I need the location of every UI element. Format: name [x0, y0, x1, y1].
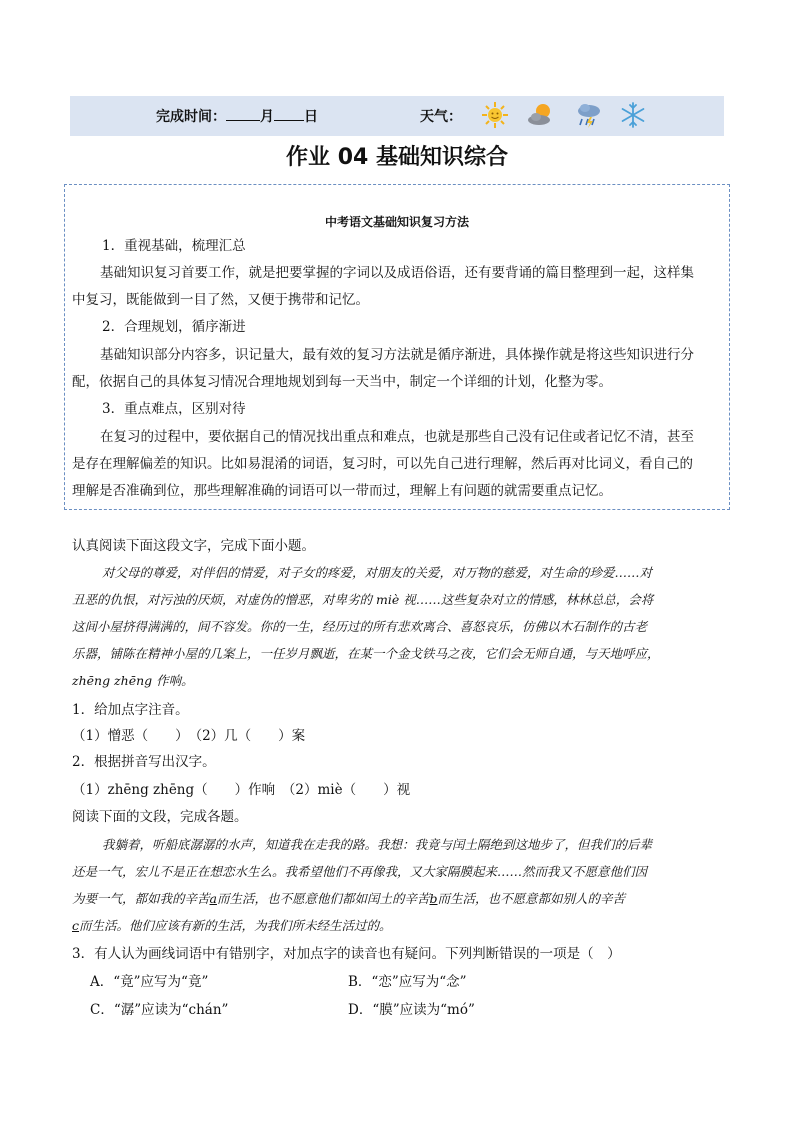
time-label: 完成时间： 月 日	[156, 106, 318, 126]
question-1-options: （1）憎恶（ ） （2）几（ ）案	[72, 728, 306, 744]
snow-icon	[618, 100, 648, 130]
mark-b: b	[429, 891, 438, 906]
header-banner	[70, 96, 724, 136]
partly-cloudy-icon	[526, 100, 556, 130]
option-c: C．“潺”应读为“chán”	[90, 1002, 229, 1018]
item2-line1: 基础知识部分内容多，识记量大，最有效的复习方法就是循序渐进，具体操作就是将这些知识进行分	[100, 347, 694, 363]
method-box-heading: 中考语文基础知识复习方法	[324, 215, 469, 229]
item1-line1: 基础知识复习首要工作，就是把要掌握的字词以及成语俗语，还有要背诵的篇目整理到一起，这样集	[100, 265, 694, 281]
item3-line3: 理解是否准确到位，那些理解准确的词语可以一带而过，理解上有问题的就需要重点记忆。	[72, 483, 612, 499]
item1-title: 1．重视基础，梳理汇总	[102, 238, 246, 254]
page-title: 作业 04 基础知识综合	[286, 145, 508, 170]
item3-line1: 在复习的过程中，要依据自己的情况找出重点和难点，也就是那些自己没有记住或者记忆不清，甚至	[100, 429, 694, 445]
rain-icon	[574, 100, 604, 130]
question-1: 1．给加点字注音。	[72, 702, 189, 718]
section1-instruction: 认真阅读下面这段文字，完成下面小题。	[72, 538, 315, 554]
passage1-line2: 丑恶的仇恨，对污浊的厌烦，对虚伪的憎恶，对卑劣的 miè 视……这些复杂对立的情感，林林总总，会将	[72, 592, 654, 607]
passage2-line4: c而生活。他们应该有新的生活，为我们所未经生活过的。	[72, 918, 392, 933]
option-d: D．“膜”应读为“mó”	[348, 1002, 475, 1018]
item2-line2: 配，依据自己的具体复习情况合理地规划到每一天当中，制定一个详细的计划，化整为零。	[72, 374, 612, 390]
weather-label: 天气：	[420, 109, 462, 125]
item1-line2: 中复习，既能做到一目了然，又便于携带和记忆。	[72, 292, 369, 308]
item3-line2: 是存在理解偏差的知识。比如易混淆的词语，复习时，可以先自己进行理解，然后再对比词义，看自己的	[72, 456, 693, 472]
passage2-line1: 我躺着，听船底潺潺的水声，知道我在走我的路。我想：我竟与闰土隔绝到这地步了，但我们的后辈	[102, 837, 653, 852]
section2-instruction: 阅读下面的文段，完成各题。	[72, 809, 248, 825]
option-a: A．“竟”应写为“竟”	[90, 974, 209, 990]
question-2: 2．根据拼音写出汉字。	[72, 754, 216, 770]
option-b: B．“恋”应写为“念”	[348, 974, 467, 990]
item2-title: 2．合理规划，循序渐进	[102, 319, 246, 335]
mark-a: a	[209, 891, 217, 906]
mark-c: c	[72, 918, 80, 933]
passage1-line5: zhēng zhēng 作响。	[72, 673, 194, 688]
question-3: 3．有人认为画线词语中有错别字，对加点字的读音也有疑问。下列判断错误的一项是（ ）	[72, 946, 621, 962]
passage2-line3: 为要一气，都如我的辛苦a而生活，也不愿意他们都如闰土的辛苦b而生活，也不愿意都如别人的辛苦	[72, 891, 626, 906]
sun-icon	[480, 100, 510, 130]
item3-title: 3．重点难点，区别对待	[102, 401, 246, 417]
passage2-line2: 还是一气，宏儿不是正在想恋水生么。我希望他们不再像我，又大家隔膜起来……然而我又不愿意他们因	[72, 864, 648, 879]
passage1-line3: 这间小屋挤得满满的，间不容发。你的一生，经历过的所有悲欢离合、喜怒哀乐，仿佛以木石制作的古老	[72, 619, 648, 634]
question-2-options: （1）zhēng zhēng（ ）作响 （2）miè（ ）视	[72, 782, 411, 798]
passage1-line4: 乐器，铺陈在精神小屋的几案上，一任岁月飘逝，在某一个金戈铁马之夜，它们会无师自通，与天地呼应，	[72, 646, 660, 661]
passage1-line1: 对父母的尊爱，对伴侣的情爱，对子女的疼爱，对朋友的关爱，对万物的慈爱，对生命的珍爱……对	[102, 565, 653, 580]
